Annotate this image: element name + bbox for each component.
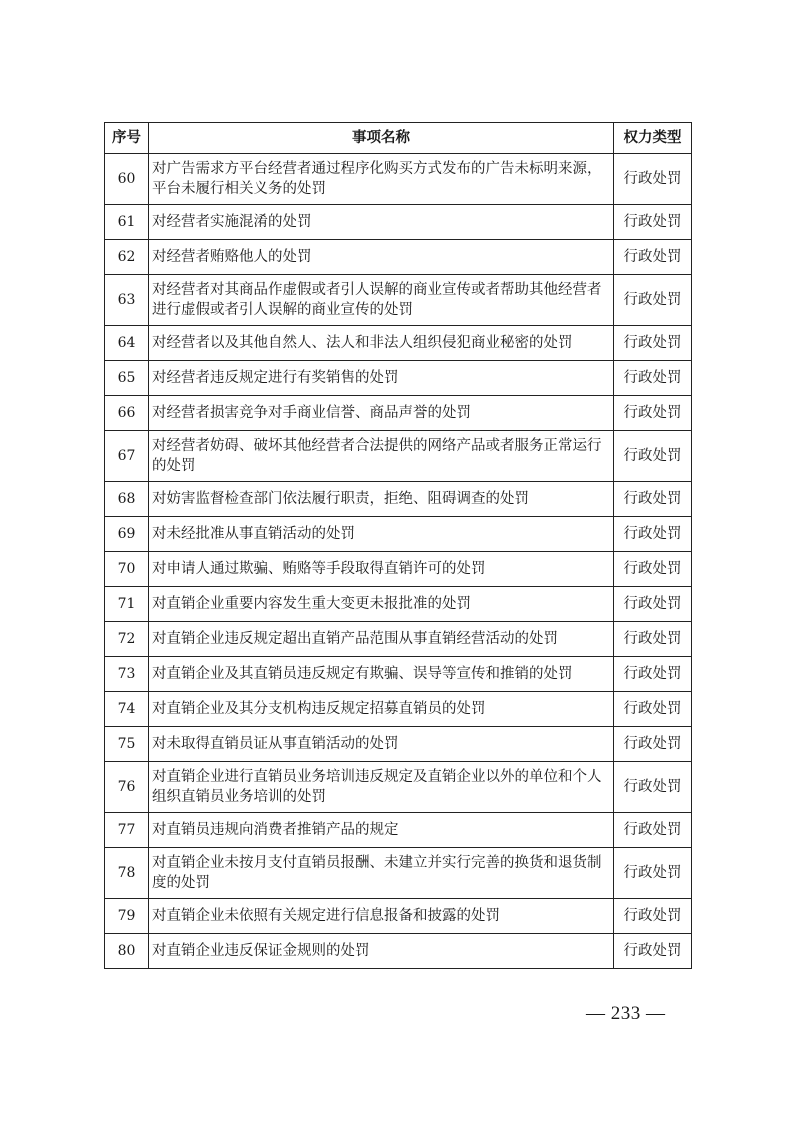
row-power-type: 行政处罚 [614,762,692,813]
table-row [105,762,692,813]
row-item-name: 对直销企业未依照有关规定进行信息报备和披露的处罚 [149,899,614,934]
row-item-name: 对经营者贿赂他人的处罚 [149,240,614,275]
row-power-type: 行政处罚 [614,934,692,969]
row-power-type: 行政处罚 [614,396,692,431]
row-item-name: 对直销企业未按月支付直销员报酬、未建立并实行完善的换货和退货制度的处罚 [149,848,614,899]
table-row [105,482,692,517]
table-row [105,326,692,361]
row-power-type: 行政处罚 [614,361,692,396]
row-item-name: 对经营者对其商品作虚假或者引人误解的商业宣传或者帮助其他经营者进行虚假或者引人误解的商业宣传的处罚 [149,275,614,326]
row-item-name: 对直销企业进行直销员业务培训违反规定及直销企业以外的单位和个人组织直销员业务培训的处罚 [149,762,614,813]
row-item-name: 对经营者违反规定进行有奖销售的处罚 [149,361,614,396]
row-item-name: 对直销员违规向消费者推销产品的规定 [149,813,614,848]
row-index: 75 [105,727,149,762]
row-index: 74 [105,692,149,727]
row-item-name: 对妨害监督检查部门依法履行职责，拒绝、阻碍调查的处罚 [149,482,614,517]
row-item-name: 对直销企业违反规定超出直销产品范围从事直销经营活动的处罚 [149,622,614,657]
row-item-name: 对经营者实施混淆的处罚 [149,205,614,240]
table-row [105,517,692,552]
row-item-name: 对直销企业违反保证金规则的处罚 [149,934,614,969]
row-item-name: 对直销企业及其直销员违反规定有欺骗、误导等宣传和推销的处罚 [149,657,614,692]
row-power-type: 行政处罚 [614,431,692,482]
row-index: 67 [105,431,149,482]
row-index: 69 [105,517,149,552]
table-row [105,396,692,431]
document-table [104,122,692,969]
table-body [105,154,692,969]
row-index: 80 [105,934,149,969]
row-item-name: 对申请人通过欺骗、贿赂等手段取得直销许可的处罚 [149,552,614,587]
table-row [105,622,692,657]
row-item-name: 对经营者以及其他自然人、法人和非法人组织侵犯商业秘密的处罚 [149,326,614,361]
row-power-type: 行政处罚 [614,205,692,240]
row-index: 61 [105,205,149,240]
row-index: 60 [105,154,149,205]
row-power-type: 行政处罚 [614,622,692,657]
row-item-name: 对未取得直销员证从事直销活动的处罚 [149,727,614,762]
row-power-type: 行政处罚 [614,848,692,899]
table-row [105,934,692,969]
row-index: 65 [105,361,149,396]
table-row [105,692,692,727]
table-row [105,552,692,587]
row-index: 62 [105,240,149,275]
row-index: 63 [105,275,149,326]
table-row [105,275,692,326]
table-row [105,727,692,762]
row-index: 64 [105,326,149,361]
row-index: 73 [105,657,149,692]
row-index: 68 [105,482,149,517]
header-index: 序号 [105,123,149,154]
header-type: 权力类型 [614,123,692,154]
table-header-row [105,123,692,154]
table-row [105,848,692,899]
row-power-type: 行政处罚 [614,275,692,326]
row-index: 72 [105,622,149,657]
row-power-type: 行政处罚 [614,692,692,727]
row-item-name: 对直销企业重要内容发生重大变更未报批准的处罚 [149,587,614,622]
header-name: 事项名称 [149,123,614,154]
row-index: 76 [105,762,149,813]
page-number: — 233 — [586,1003,666,1024]
table-row [105,154,692,205]
row-power-type: 行政处罚 [614,482,692,517]
row-item-name: 对经营者妨碍、破坏其他经营者合法提供的网络产品或者服务正常运行的处罚 [149,431,614,482]
row-power-type: 行政处罚 [614,727,692,762]
row-index: 70 [105,552,149,587]
row-power-type: 行政处罚 [614,517,692,552]
table-row [105,431,692,482]
row-item-name: 对经营者损害竞争对手商业信誉、商品声誉的处罚 [149,396,614,431]
row-power-type: 行政处罚 [614,587,692,622]
row-power-type: 行政处罚 [614,813,692,848]
table-row [105,240,692,275]
table-row [105,205,692,240]
row-item-name: 对广告需求方平台经营者通过程序化购买方式发布的广告未标明来源，平台未履行相关义务的处罚 [149,154,614,205]
table-row [105,587,692,622]
row-index: 79 [105,899,149,934]
row-index: 66 [105,396,149,431]
row-power-type: 行政处罚 [614,899,692,934]
table-row [105,657,692,692]
row-power-type: 行政处罚 [614,326,692,361]
row-power-type: 行政处罚 [614,657,692,692]
table-row [105,361,692,396]
row-index: 78 [105,848,149,899]
row-index: 77 [105,813,149,848]
row-item-name: 对未经批准从事直销活动的处罚 [149,517,614,552]
table-row [105,899,692,934]
row-power-type: 行政处罚 [614,240,692,275]
row-index: 71 [105,587,149,622]
row-power-type: 行政处罚 [614,552,692,587]
row-item-name: 对直销企业及其分支机构违反规定招募直销员的处罚 [149,692,614,727]
row-power-type: 行政处罚 [614,154,692,205]
table-row [105,813,692,848]
